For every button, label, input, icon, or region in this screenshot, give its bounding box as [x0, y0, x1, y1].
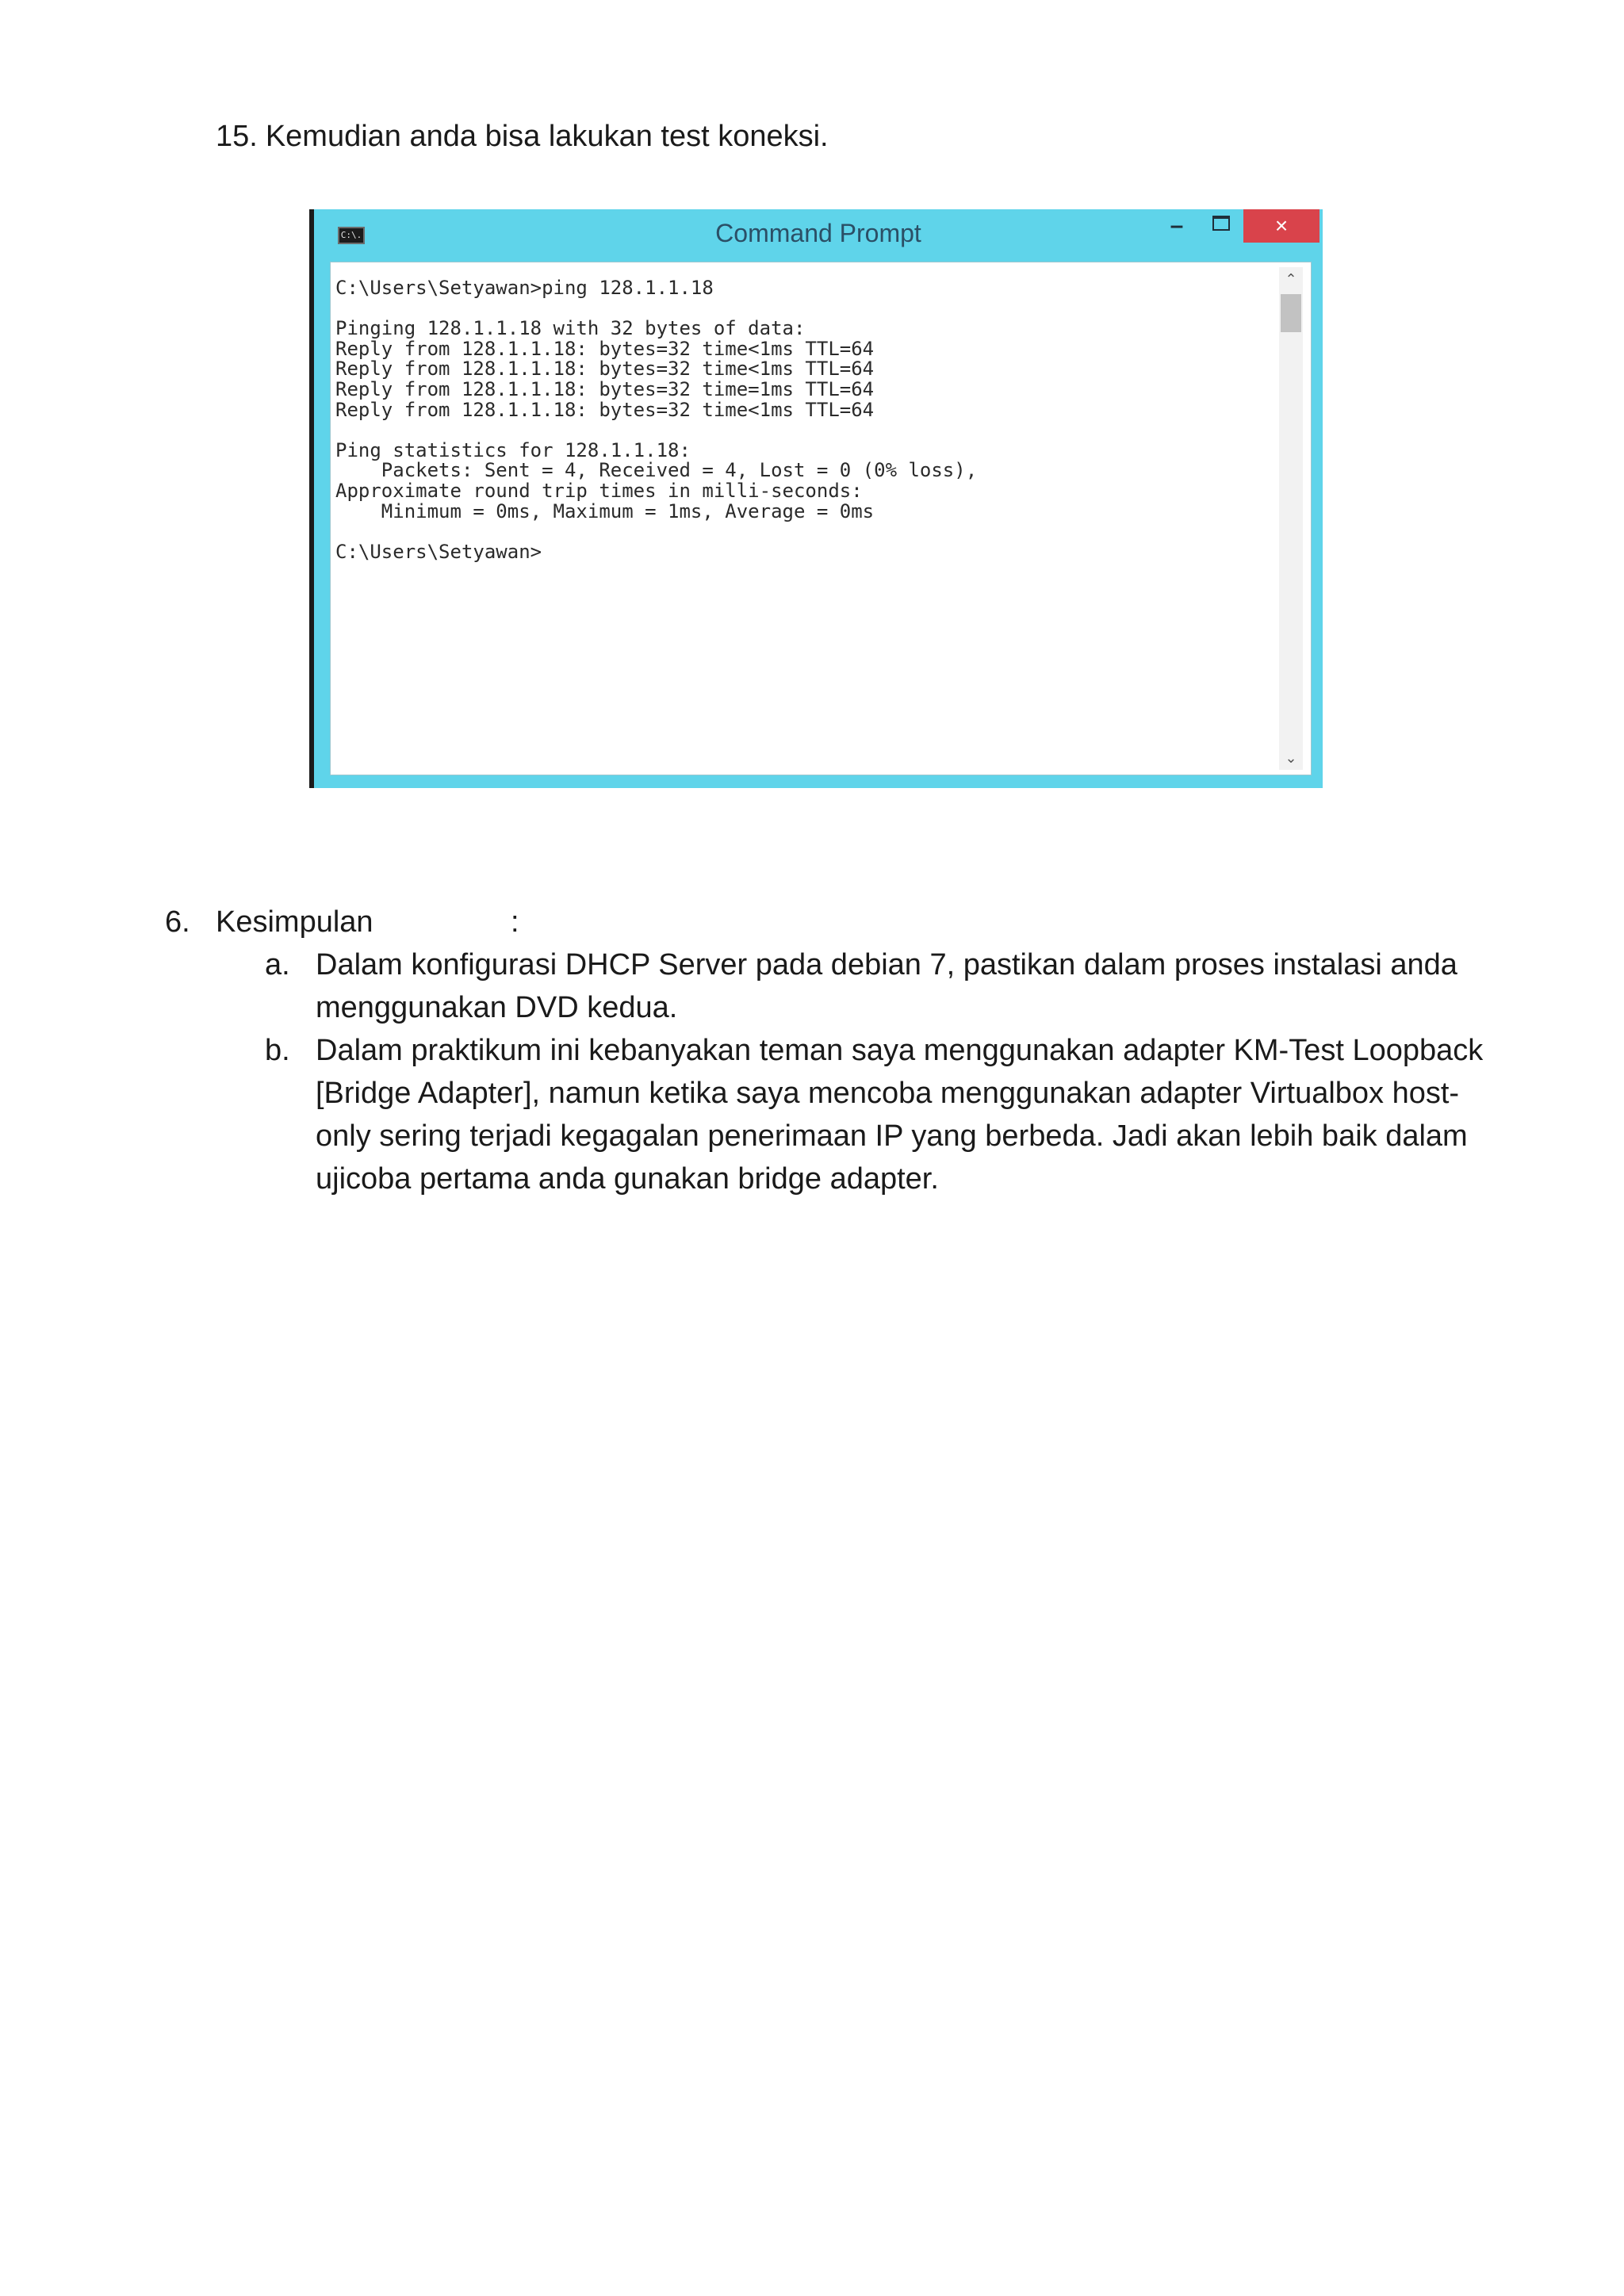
list-item-marker: b. — [265, 1034, 290, 1067]
list-item-line: menggunakan DVD kedua. — [316, 991, 678, 1024]
maximize-button[interactable] — [1199, 209, 1243, 243]
close-button[interactable]: × — [1243, 209, 1320, 243]
command-prompt-screenshot — [309, 209, 1323, 788]
conclusion-section — [165, 901, 1484, 1200]
minimize-button[interactable]: – — [1170, 212, 1184, 239]
vertical-scrollbar[interactable] — [1279, 267, 1303, 770]
list-item — [165, 1029, 1484, 1200]
section-title: Kesimpulan — [216, 905, 373, 939]
step-number: 15. — [216, 120, 258, 153]
list-item — [165, 943, 1473, 1029]
cmd-window-title: Command Prompt — [715, 219, 921, 247]
section-colon: : — [511, 905, 519, 939]
cmd-app-icon: C:\. — [338, 227, 365, 244]
list-item-line: ujicoba pertama anda gunakan bridge adapter. — [316, 1162, 939, 1196]
section-number: 6. — [165, 905, 190, 939]
list-item-line: [Bridge Adapter], namun ketika saya mencoba menggunakan adapter Virtualbox host- — [316, 1077, 1460, 1110]
cmd-console-area[interactable] — [330, 262, 1312, 775]
list-item-marker: a. — [265, 948, 290, 982]
list-item-line: Dalam praktikum ini kebanyakan teman saya menggunakan adapter KM-Test Loopback — [316, 1034, 1484, 1067]
step-15 — [216, 116, 829, 157]
conclusion-list — [165, 943, 1484, 1200]
list-item-line: Dalam konfigurasi DHCP Server pada debian 7, pastikan dalam proses instalasi anda — [316, 948, 1457, 982]
list-item-line: only sering terjadi kegagalan penerimaan IP yang berbeda. Jadi akan lebih baik dalam — [316, 1119, 1468, 1153]
step-text: Kemudian anda bisa lakukan test koneksi. — [265, 120, 829, 153]
cmd-titlebar — [314, 209, 1323, 260]
section-heading — [165, 901, 1473, 943]
scroll-up-icon[interactable]: ⌃ — [1285, 271, 1297, 287]
scroll-thumb[interactable] — [1281, 294, 1301, 332]
maximize-icon — [1212, 216, 1230, 231]
scroll-down-icon[interactable]: ⌄ — [1285, 750, 1297, 766]
cmd-output-text: C:\Users\Setyawan>ping 128.1.1.18 Pinging 128.1.1.18 with 32 bytes of data: Reply from 128.1.1.18: bytes=32 time<1ms TTL=64 Reply from 128.1.1.18: bytes=32 time<1ms TTL=64 Reply from 128.1.1.18: bytes=32 time=1ms TTL=64 Reply from 128.1.1.18: bytes=32 time<1ms TTL=64 Ping statistics for 128.1.1.18: Packets: Sent = 4, Received = 4, Lost = 0 (0% loss), Approximate round trip times in milli-seconds: Minimum = 0ms, Maximum = 1ms, Average = 0ms C:\Users\Setyawan> — [335, 277, 978, 563]
